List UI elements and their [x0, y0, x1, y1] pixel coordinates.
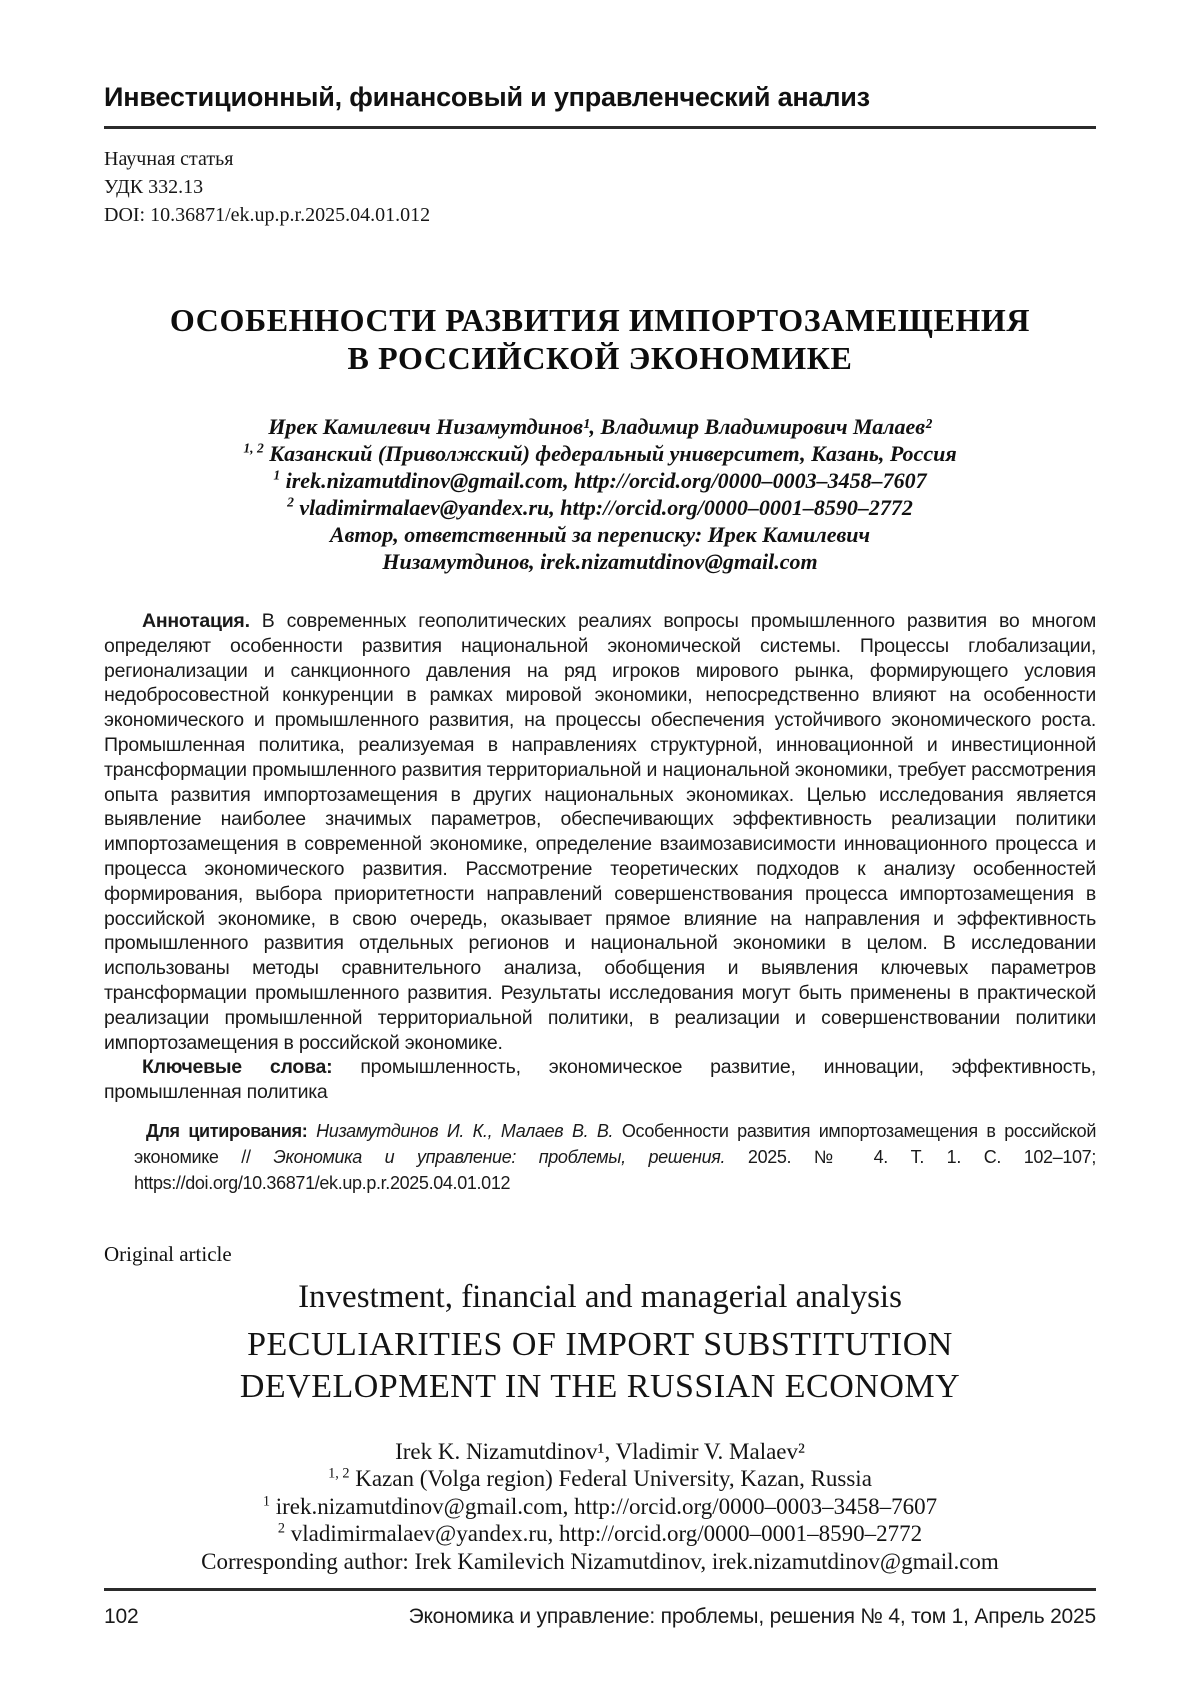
corresponding-author-ru-line2: Низамутдинов, irek.nizamutdinov@gmail.com [382, 549, 818, 574]
article-type-label: Научная статья [104, 148, 234, 170]
author2-sup-ru: 2 [287, 494, 294, 510]
author-names-en: Irek K. Nizamutdinov¹, Vladimir V. Malaev² [395, 1438, 805, 1464]
citation-journal: Экономика и управление: проблемы, решения. [273, 1146, 726, 1167]
udc-number: УДК 332.13 [104, 176, 204, 198]
author-names-ru: Ирек Камилевич Низамутдинов¹, Владимир Владимирович Малаев² [268, 414, 932, 439]
authors-block-en [104, 1438, 1096, 1576]
journal-footer-line: Экономика и управление: проблемы, решения № 4, том 1, Апрель 2025 [408, 1605, 1096, 1628]
section-title-en: Investment, financial and managerial analysis [298, 1278, 902, 1315]
affiliation-text-ru: Казанский (Приволжский) федеральный университет, Казань, Россия [269, 441, 957, 466]
section-header: Инвестиционный, финансовый и управленческий анализ [104, 82, 870, 112]
affiliation-line-en [104, 1465, 1096, 1493]
article-meta [104, 145, 1096, 229]
article-title-ru: ОСОБЕННОСТИ РАЗВИТИЯ ИМПОРТОЗАМЕЩЕНИЯ В РОССИЙСКОЙ ЭКОНОМИКЕ [169, 302, 1031, 376]
page-footer [104, 1575, 1096, 1629]
authors-block-ru [104, 413, 1096, 575]
citation-paragraph [134, 1118, 1096, 1196]
doi-number: DOI: 10.36871/ek.up.p.r.2025.04.01.012 [104, 204, 431, 226]
citation-label: Для цитирования: [146, 1120, 308, 1141]
author2-email-en: vladimirmalaev@yandex.ru, http://orcid.org/0000–0001–8590–2772 [290, 1521, 923, 1547]
author2-sup-en: 2 [277, 1520, 285, 1537]
affiliation-text-en: Kazan (Volga region) Federal University, Kazan, Russia [355, 1466, 872, 1492]
keywords-paragraph [104, 1055, 1096, 1105]
affiliation-line-ru [104, 440, 1096, 467]
citation-authors: Низамутдинов И. К., Малаев В. В. [316, 1120, 614, 1141]
article-type-label-en: Original article [104, 1241, 232, 1266]
abstract-paragraph [104, 609, 1096, 1055]
header-rule [104, 126, 1096, 129]
footer-rule [104, 1588, 1096, 1591]
author2-email-line-ru [104, 494, 1096, 521]
affiliation-sup-ru: 1, 2 [243, 440, 264, 456]
author1-email-line-ru [104, 467, 1096, 494]
article-title-en: PECULIARITIES OF IMPORT SUBSTITUTION DEVELOPMENT IN THE RUSSIAN ECONOMY [239, 1325, 961, 1405]
author1-email-ru: irek.nizamutdinov@gmail.com, http://orcid.org/0000–0003–3458–7607 [285, 468, 927, 493]
keywords-label: Ключевые слова: [142, 1056, 333, 1079]
citation-title: Особенности развития импортозамещения в российской экономике // [134, 1120, 1097, 1167]
author1-email-en: irek.nizamutdinov@gmail.com, http://orcid.org/0000–0003–3458–7607 [275, 1493, 938, 1519]
abstract-text: В современных геополитических реалиях вопросы промышленного развития во многом определяют особенности развития национальной экономической системы. Процессы глобализации, регионализации и санкционного давления на ряд игроков мирового рынка, формирующего условия недобросовестной конкуренции в рамках мировой экономики, непосредственно влияют на особенности экономического и промышленного развития, на процессы обеспечения устойчивого экономического роста. Промышленная политика, реализуемая в направлениях структурной, инновационной и инвестиционной трансформации промышленного развития территориальной и национальной экономики, требует рассмотрения опыта развития импортозамещения в других национальных экономиках. Целью исследования является выявление наиболее значимых параметров, обеспечивающих эффективность реализации политики импортозамещения в современной экономике, определение взаимозависимости инновационного процесса и процесса экономического развития. Рассмотрение теоретических подходов к анализу особенностей формирования, выбора приоритетности направлений совершенствования процесса импортозамещения в российской экономике, в свою очередь, оказывает прямое влияние на направления и эффективность промышленного развития отдельных регионов и национальной экономики в целом. В исследовании использованы методы сравнительного анализа, обобщения и выявления ключевых параметров трансформации промышленного развития. Результаты исследования могут быть применены в практической реализации промышленной территориальной политики, в реализации и совершенствовании политики импортозамещения в российской экономике. [104, 610, 1096, 1054]
author2-email-ru: vladimirmalaev@yandex.ru, http://orcid.org/0000–0001–8590–2772 [299, 495, 913, 520]
author2-email-line-en [104, 1520, 1096, 1548]
corresponding-author-en: Corresponding author: Irek Kamilevich Nizamutdinov, irek.nizamutdinov@gmail.com [201, 1548, 999, 1574]
author1-email-line-en [104, 1493, 1096, 1521]
author1-sup-en: 1 [262, 1493, 270, 1510]
affiliation-sup-en: 1, 2 [328, 1465, 350, 1482]
author1-sup-ru: 1 [273, 467, 281, 483]
corresponding-author-ru-line1: Автор, ответственный за переписку: Ирек Камилевич [329, 522, 871, 547]
footer-row [104, 1605, 1096, 1629]
page-number: 102 [104, 1605, 139, 1628]
keywords-text: промышленность, экономическое развитие, инновации, эффективность, промышленная политика [104, 1056, 1096, 1104]
citation-tail: 2025. № 4. Т. 1. С. 102–107; https://doi.org/10.36871/ek.up.p.r.2025.04.01.012 [134, 1146, 1096, 1193]
abstract-label: Аннотация. [142, 610, 250, 632]
